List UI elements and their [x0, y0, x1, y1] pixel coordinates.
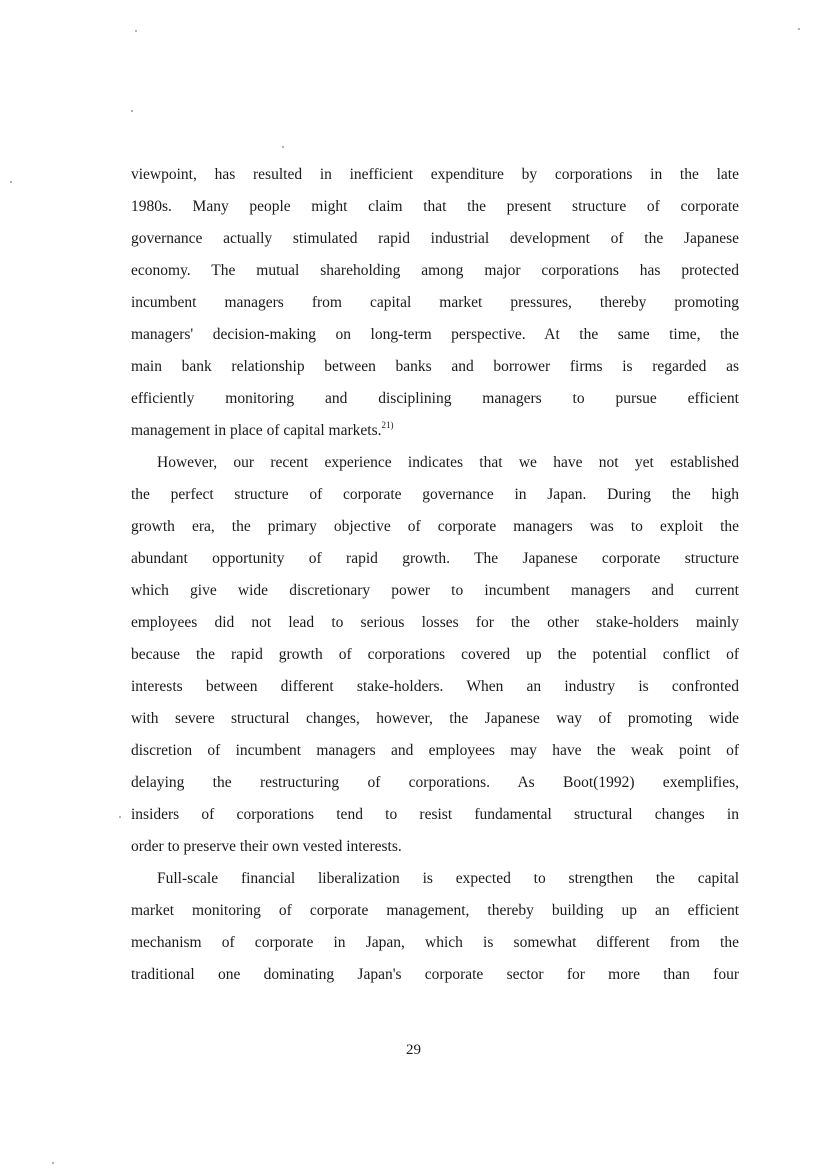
text-line: However, our recent experience indicates that we have not yet established: [157, 454, 739, 471]
text-line: the perfect structure of corporate governance in Japan. During the high: [131, 486, 739, 503]
text-line: Full-scale financial liberalization is expected to strengthen the capital: [157, 870, 739, 887]
text-line: interests between different stake-holders. When an industry is confronted: [131, 678, 739, 695]
scan-speck: [282, 146, 284, 148]
scan-speck: [52, 1162, 54, 1164]
text-line: abundant opportunity of rapid growth. The Japanese corporate structure: [131, 550, 739, 567]
text-line: market monitoring of corporate management, thereby building up an efficient: [131, 902, 739, 919]
text-line: with severe structural changes, however, the Japanese way of promoting wide: [131, 710, 739, 727]
scan-speck: [135, 30, 137, 32]
text-line: main bank relationship between banks and borrower firms is regarded as: [131, 358, 739, 375]
footnote-reference: 21): [381, 420, 394, 430]
text-line: discretion of incumbent managers and employees may have the weak point of: [131, 742, 739, 759]
text-line: 1980s. Many people might claim that the present structure of corporate: [131, 198, 739, 215]
text-line: insiders of corporations tend to resist fundamental structural changes in: [131, 806, 739, 823]
text-line: order to preserve their own vested interests.: [131, 838, 402, 855]
text-line: economy. The mutual shareholding among major corporations has protected: [131, 262, 739, 279]
text-line: growth era, the primary objective of corporate managers was to exploit the: [131, 518, 739, 535]
text-line: delaying the restructuring of corporations. As Boot(1992) exemplifies,: [131, 774, 739, 791]
text-line-content: management in place of capital markets.: [131, 422, 382, 439]
scan-speck: [798, 28, 800, 30]
text-line: traditional one dominating Japan's corporate sector for more than four: [131, 966, 739, 983]
text-line: employees did not lead to serious losses for the other stake-holders mainly: [131, 614, 739, 631]
text-line: managers' decision-making on long-term perspective. At the same time, the: [131, 326, 739, 343]
text-line: incumbent managers from capital market pressures, thereby promoting: [131, 294, 739, 311]
scan-speck: [10, 181, 12, 183]
text-line: mechanism of corporate in Japan, which is somewhat different from the: [131, 934, 739, 951]
scan-speck: [131, 110, 133, 112]
text-line: [131, 419, 739, 443]
text-line: which give wide discretionary power to incumbent managers and current: [131, 582, 739, 599]
text-line: governance actually stimulated rapid industrial development of the Japanese: [131, 230, 739, 247]
scan-speck: [119, 816, 121, 818]
text-line: because the rapid growth of corporations covered up the potential conflict of: [131, 646, 739, 663]
text-line: viewpoint, has resulted in inefficient expenditure by corporations in the late: [131, 166, 739, 183]
page-number: 29: [406, 1042, 421, 1058]
text-line: efficiently monitoring and disciplining managers to pursue efficient: [131, 390, 739, 407]
